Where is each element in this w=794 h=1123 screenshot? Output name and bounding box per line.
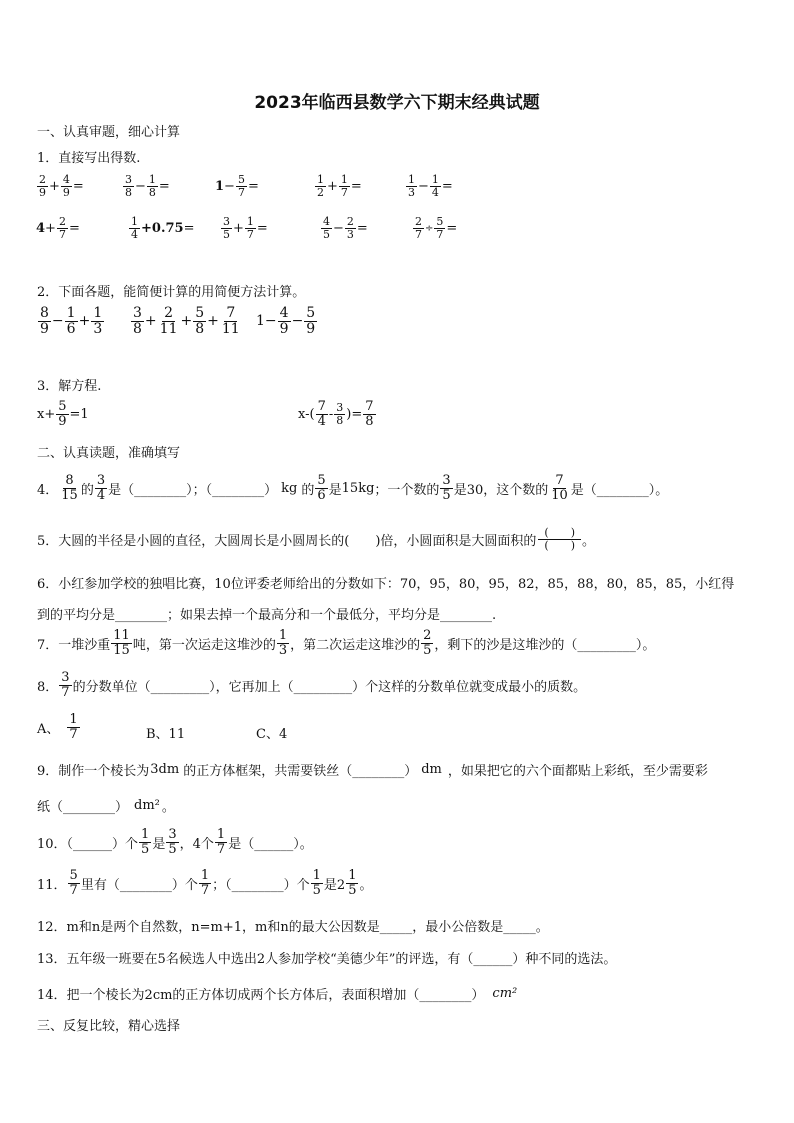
q1-item-7: $\frac{1}{4}$ +0.75 = <box>131 215 195 241</box>
q8-option-c[interactable]: C、4 <box>256 727 288 742</box>
q1-item-6: 4 + $\frac{2}{7}$ = <box>36 215 80 241</box>
q1-item-5: $\frac{1}{3}$ − $\frac{1}{4}$ = <box>408 173 453 199</box>
q3-equation-1: x+ $\frac{5}{9}$ =1 <box>37 399 89 429</box>
section-3-heading: 三、反复比较，精心选择 <box>37 1019 181 1034</box>
q1-item-1: $\frac{2}{9}$ + $\frac{4}{9}$ = <box>39 173 84 199</box>
question-9-line-2: 纸（________） dm² 。 <box>37 798 175 815</box>
page-title: 2023年临西县数学六下期末经典试题 <box>254 93 540 113</box>
question-9-line-1: 9．制作一个棱长为 3dm 的正方体框架，共需要铁丝（________） dm ，如果把它的六个面都贴上彩纸，至少需要彩 <box>37 762 708 779</box>
fraction: $\frac{2}{9}$ <box>39 173 46 199</box>
q1-item-8: $\frac{3}{5}$ + $\frac{1}{7}$ = <box>223 215 268 241</box>
question-5: 5．大圆的半径是小圆的直径，大圆周长是小圆周长的( )倍，小圆面积是大圆面积的 $\frac{( )}{( )}$ 。 <box>37 526 596 552</box>
question-13: 13．五年级一班要在5名候选人中选出2人参加学校“美德少年”的评选，有（______）种不同的选法。 <box>37 952 617 967</box>
q1-item-4: $\frac{1}{2}$ + $\frac{1}{7}$ = <box>317 173 362 199</box>
question-6-line-1: 6．小红参加学校的独唱比赛，10位评委老师给出的分数如下：70，95，80，95，82，85，88，80，85，85，小红得 <box>37 577 735 592</box>
q8-option-b[interactable]: B、11 <box>146 727 186 742</box>
question-1-label: 1．直接写出得数. <box>37 151 141 166</box>
q8-option-a[interactable]: A、 $\frac{1}{7}$ <box>37 712 78 742</box>
question-3-label: 3．解方程. <box>37 379 102 394</box>
q1-item-2: $\frac{3}{8}$ − $\frac{1}{8}$ = <box>125 173 170 199</box>
q1-item-9: $\frac{4}{5}$ − $\frac{2}{3}$ = <box>323 215 368 241</box>
q2-expression-3: 1− $\frac{4}{9}$ − $\frac{5}{9}$ <box>256 305 316 337</box>
q2-expression-2: $\frac{3}{8}$ + $\frac{2}{11}$ + $\frac{5}{8}$ + $\frac{7}{11}$ <box>133 305 240 337</box>
q1-item-10: $\frac{2}{7}$ ÷ $\frac{5}{7}$ = <box>415 215 458 241</box>
q1-item-3: 1 − $\frac{5}{7}$ = <box>215 173 259 199</box>
q2-expression-1: $\frac{8}{9}$ − $\frac{1}{6}$ + $\frac{1}{3}$ <box>40 305 103 337</box>
section-1-heading: 一、认真审题，细心计算 <box>37 125 181 140</box>
question-7: 7．一堆沙重 $\frac{11}{15}$ 吨，第一次运走这堆沙的 $\frac{1}{3}$ ，第二次运走这堆沙的 $\frac{2}{5}$ ，剩下的沙是这堆沙的（_________）。 <box>37 628 656 658</box>
question-12: 12．m和n是两个自然数，n=m+1，m和n的最大公因数是_____，最小公倍数是_____。 <box>37 920 549 935</box>
q3-equation-2: x-( $\frac{7}{4}$ - $\frac{3}{8}$ )= $\frac{7}{8}$ <box>298 399 374 429</box>
question-11: 11． $\frac{5}{7}$ 里有（________）个 $\frac{1}{7}$ ；（________）个 $\frac{1}{5}$ 是2 $\frac{1}{5}$ 。 <box>37 868 373 898</box>
question-8: 8． $\frac{3}{7}$ 的分数单位（_________），它再加上（_________）个这样的分数单位就变成最小的质数。 <box>37 670 587 700</box>
question-10: 10．（______）个 $\frac{1}{5}$ 是 $\frac{3}{5}$ ，4个 $\frac{1}{7}$ 是（______）。 <box>37 827 313 857</box>
question-14: 14．把一个棱长为2cm的正方体切成两个长方体后，表面积增加（________） cm² <box>37 986 518 1003</box>
fraction: $\frac{4}{9}$ <box>62 173 70 199</box>
question-4: 4． $\frac{8}{15}$ 的 $\frac{3}{4}$ 是（________）；（________） kg 的 $\frac{5}{6}$ 是 15kg ；一个数的 $\frac{3}{5}$ 是30，这个数的 $\frac{7}{10}$ 是（________）。 <box>37 473 669 503</box>
section-2-heading: 二、认真读题，准确填写 <box>37 446 181 461</box>
question-6-line-2: 到的平均分是________；如果去掉一个最高分和一个最低分，平均分是________. <box>37 608 497 623</box>
question-2-label: 2．下面各题，能简便计算的用简便方法计算。 <box>37 285 306 300</box>
